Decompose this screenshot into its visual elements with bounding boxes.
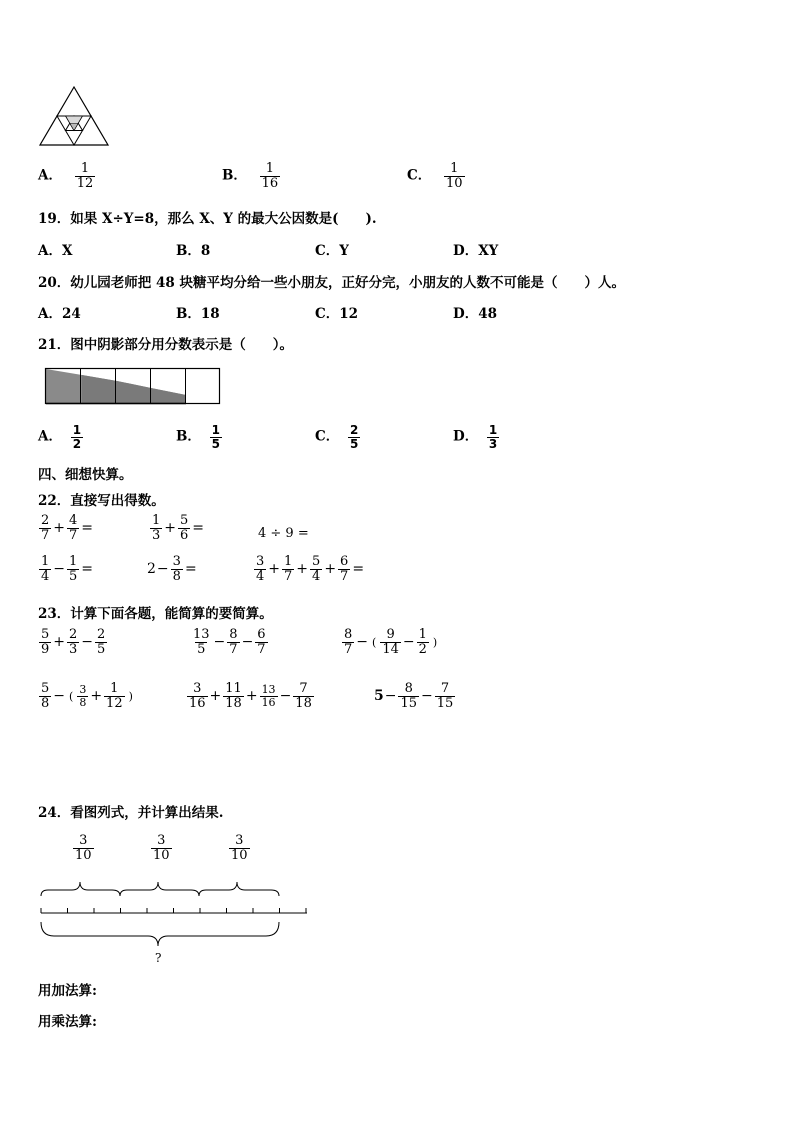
q18-option-c[interactable]: [407, 162, 466, 190]
q19-option-d[interactable]: D．XY: [453, 243, 499, 259]
segment-fraction-label: [73, 834, 94, 862]
q18-option-b[interactable]: [222, 162, 281, 190]
q23-expression: $\frac{5}{8}$ − ( $\frac{3}{8}$ + $\frac{1}{12}$ ): [41, 681, 133, 711]
q22-expression: $\frac{1}{3}$ + $\frac{5}{6}$ =: [152, 513, 205, 543]
option-letter: D．: [453, 428, 479, 445]
numerator: 1: [488, 423, 498, 437]
q20-option-b[interactable]: B．18: [176, 306, 220, 322]
option-fraction: [260, 162, 281, 190]
option-fraction: [487, 424, 499, 450]
option-letter: B．: [176, 428, 201, 445]
numerator: 1: [211, 423, 220, 437]
q22-expression: $\frac{3}{4}$ + $\frac{1}{7}$ + $\frac{5}{4}$ + $\frac{6}{7}$ =: [256, 554, 365, 584]
q23-text: 23．计算下面各题，能简算的要简算。: [38, 606, 273, 622]
numerator: 2: [349, 423, 359, 437]
segment-fraction-label: [229, 834, 250, 862]
q23-expression: $\frac{3}{16}$ + $\frac{11}{18}$ + $\frac{13}{16}$ − $\frac{7}{18}$: [189, 681, 312, 711]
q21-option-b[interactable]: [176, 424, 223, 450]
q23-expression: $\frac{8}{7}$ − ( $\frac{9}{14}$ − $\frac{1}{2}$ ): [344, 627, 438, 657]
q22-text: 22．直接写出得数。: [38, 493, 165, 509]
q20-option-c[interactable]: C．12: [315, 306, 359, 322]
q22-expression: $\frac{1}{4}$ − $\frac{1}{5}$ =: [41, 554, 94, 584]
option-letter: C．: [407, 167, 432, 184]
q21-option-c[interactable]: [315, 424, 361, 450]
numerator: 3: [235, 833, 244, 848]
q18-option-a[interactable]: [38, 162, 96, 190]
q19-option-b[interactable]: B．8: [176, 243, 211, 259]
denominator: 16: [261, 175, 279, 191]
option-fraction: [444, 162, 465, 190]
q23-expression: $\frac{5}{9}$ + $\frac{2}{3}$ − $\frac{2}{5}$: [41, 627, 106, 657]
q24-text: 24．看图列式，并计算出结果.: [38, 805, 224, 821]
option-letter: A．: [38, 428, 62, 445]
triangle-figure: [36, 84, 112, 148]
option-fraction: [75, 162, 96, 190]
numerator: 3: [157, 833, 166, 848]
question-mark: ?: [155, 951, 162, 965]
q21-option-d[interactable]: [453, 424, 500, 450]
q23-expression: $\frac{13}{5}$ − $\frac{8}{7}$ − $\frac{6}{7}$: [193, 627, 266, 657]
shaded-bar-figure: [44, 367, 222, 406]
q19-text: 19．如果 X÷Y=8，那么 X、Y 的最大公因数是( ).: [38, 211, 377, 227]
q23-expression: 5 − $\frac{8}{15}$ − $\frac{7}{15}$: [374, 681, 454, 711]
number-line-figure: [36, 876, 316, 956]
q20-option-d[interactable]: D．48: [453, 306, 497, 322]
q22-expression: 2 − $\frac{3}{8}$ =: [147, 554, 197, 584]
denominator: 12: [76, 175, 94, 191]
segment-fraction-label: [151, 834, 172, 862]
option-fraction: [348, 424, 360, 450]
mul-method-label: 用乘法算:: [38, 1014, 97, 1030]
numerator: 1: [72, 423, 82, 437]
numerator: 1: [450, 161, 459, 176]
denominator: 10: [75, 847, 92, 863]
denominator: 5: [349, 436, 359, 451]
denominator: 10: [445, 175, 463, 191]
q20-text: 20．幼儿园老师把 48 块糖平均分给一些小朋友，正好分完，小朋友的人数不可能是（ ）人。: [38, 275, 625, 291]
q20-option-a[interactable]: A．24: [38, 306, 81, 322]
option-fraction: [71, 424, 83, 450]
section-heading: 四、细想快算。: [38, 467, 133, 483]
option-fraction: [210, 424, 222, 450]
denominator: 5: [211, 436, 220, 451]
q22-expression: $\frac{2}{7}$ + $\frac{4}{7}$ =: [41, 513, 94, 543]
denominator: 10: [231, 847, 248, 863]
add-method-label: 用加法算:: [38, 983, 97, 999]
denominator: 10: [153, 847, 170, 863]
option-letter: B．: [222, 167, 247, 184]
numerator: 3: [79, 833, 88, 848]
denominator: 2: [72, 436, 82, 451]
option-letter: A．: [38, 167, 62, 184]
option-letter: C．: [315, 428, 340, 445]
q22-expression: 4 ÷ 9 =: [258, 526, 309, 541]
q21-text: 21．图中阴影部分用分数表示是（ ）。: [38, 337, 294, 353]
numerator: 1: [265, 161, 275, 176]
q21-option-a[interactable]: [38, 424, 84, 450]
q19-option-a[interactable]: A．X: [38, 243, 73, 259]
numerator: 1: [80, 161, 90, 176]
q19-option-c[interactable]: C．Y: [315, 243, 349, 259]
denominator: 3: [488, 436, 498, 451]
